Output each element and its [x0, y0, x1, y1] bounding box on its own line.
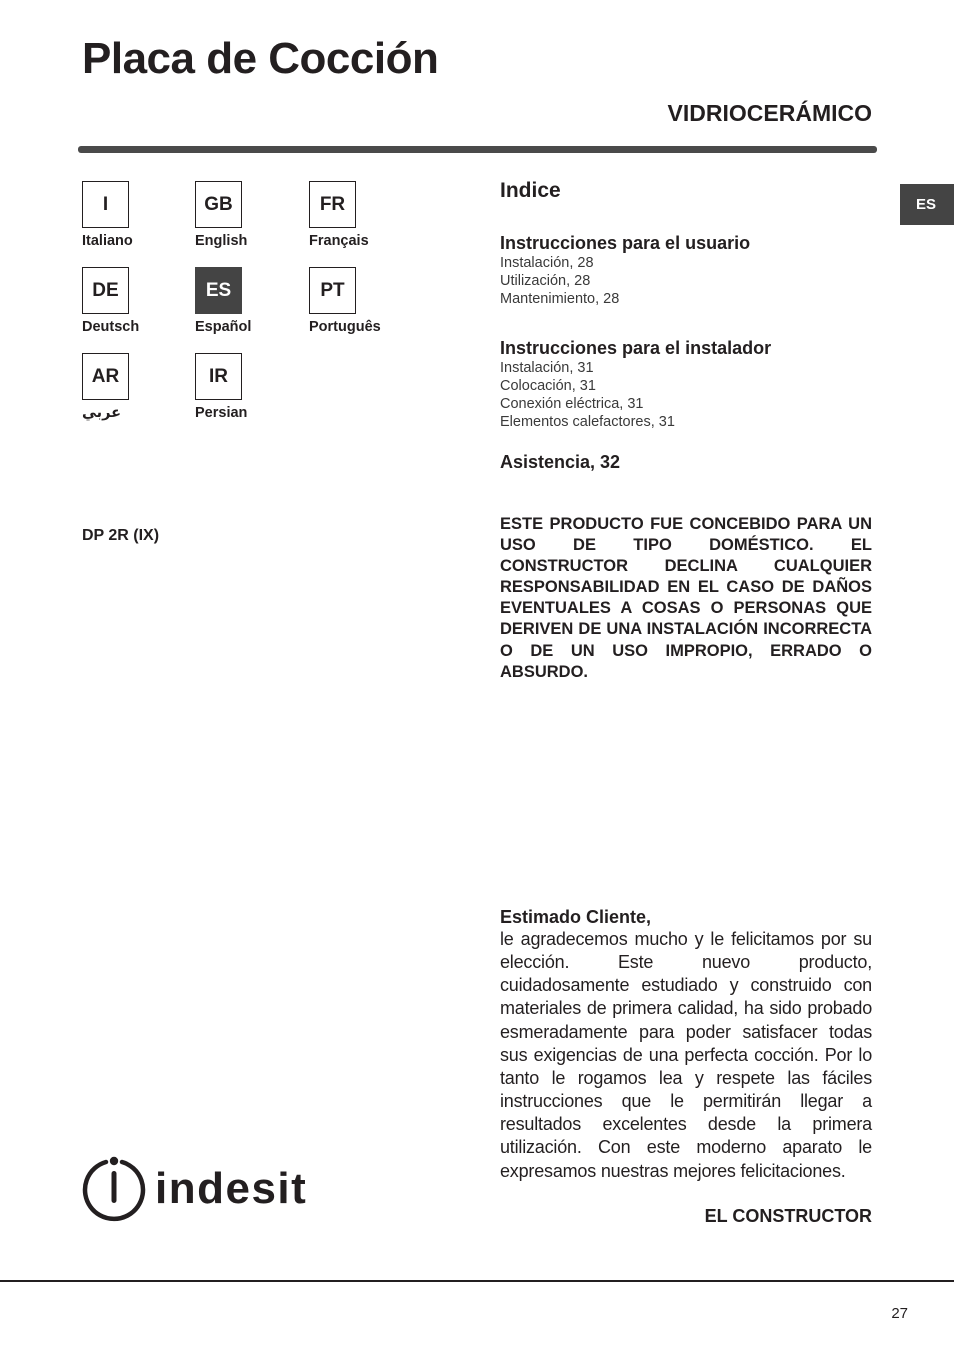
- language-code-box: IR: [195, 353, 242, 400]
- index-entry[interactable]: Elementos calefactores, 31: [500, 414, 675, 430]
- language-code-box: GB: [195, 181, 242, 228]
- language-item-ir[interactable]: [195, 353, 305, 421]
- language-label: Español: [195, 319, 252, 335]
- footer-divider: [0, 1280, 954, 1282]
- language-item-pt[interactable]: [309, 267, 419, 335]
- letter-greeting: Estimado Cliente,: [500, 907, 652, 927]
- model-number: DP 2R (IX): [82, 527, 160, 544]
- letter-signature: EL CONSTRUCTOR: [704, 1206, 872, 1226]
- safety-warning: ESTE PRODUCTO FUE CONCEBIDO PARA UN USO DE TIPO DOMÉSTICO. EL CONSTRUCTOR DECLINA CUALQUIER RESPONSABILIDAD EN EL CASO DE DAÑOS EVENTUALES A COSAS O PERSONAS QUE DERIVEN DE UNA INSTALACIÓN INCORRECTA O DE UN USO IMPROPIO, ERRADO O ABSURDO.: [500, 515, 872, 681]
- language-code-box: I: [82, 181, 129, 228]
- language-label: Italiano: [82, 233, 133, 249]
- letter-body: le agradecemos mucho y le felicitamos por su elección. Este nuevo producto, cuidadosamente estudiado y construido con materiales de primera calidad, ha sido probado esmeradamente para poder satisfacer todas sus exigencias de una perfecta cocción. Por lo tanto le rogamos lea y respete las fáciles instrucciones que le permitirán llegar a resultados excelentes desde la primera utilización. Con este moderno aparato le expresamos nuestras mejores felicitaciones.: [500, 929, 872, 1181]
- index-entry[interactable]: Instalación, 28: [500, 255, 594, 271]
- language-item-es[interactable]: [195, 267, 305, 335]
- index-entry[interactable]: Utilización, 28: [500, 273, 591, 289]
- section-heading: Instrucciones para el usuario: [500, 233, 751, 253]
- language-item-it[interactable]: [82, 181, 192, 249]
- language-code-box: AR: [82, 353, 129, 400]
- language-label: English: [195, 233, 248, 249]
- index-entry[interactable]: Instalación, 31: [500, 360, 594, 376]
- indesit-logo-icon: [80, 1152, 325, 1222]
- language-label: Deutsch: [82, 319, 140, 335]
- installer-instructions-section: [500, 337, 872, 431]
- svg-text:indesit: indesit: [155, 1164, 308, 1213]
- language-label: Persian: [195, 405, 248, 421]
- assistance-entry[interactable]: Asistencia, 32: [500, 452, 621, 472]
- language-item-fr[interactable]: [309, 181, 419, 249]
- header-divider: [78, 146, 877, 153]
- language-label: عربي: [82, 405, 122, 421]
- page-title: Placa de Cocción: [82, 34, 439, 83]
- index-title: Indice: [500, 179, 561, 202]
- index-entry[interactable]: Colocación, 31: [500, 378, 596, 394]
- language-code-box: PT: [309, 267, 356, 314]
- language-label: Português: [309, 319, 381, 335]
- language-label: Français: [309, 233, 369, 249]
- language-item-ar[interactable]: [82, 353, 192, 421]
- section-heading: Instrucciones para el instalador: [500, 338, 772, 358]
- index-entry[interactable]: Mantenimiento, 28: [500, 291, 620, 307]
- language-code-box-active: ES: [195, 267, 242, 314]
- index-entry[interactable]: Conexión eléctrica, 31: [500, 396, 644, 412]
- user-instructions-section: [500, 232, 872, 308]
- language-item-de[interactable]: [82, 267, 192, 335]
- language-side-tab: ES: [900, 184, 954, 225]
- language-code-box: DE: [82, 267, 129, 314]
- product-subtitle: VIDRIOCERÁMICO: [667, 100, 872, 126]
- page-number: 27: [891, 1305, 908, 1322]
- language-code-box: FR: [309, 181, 356, 228]
- language-item-gb[interactable]: [195, 181, 305, 249]
